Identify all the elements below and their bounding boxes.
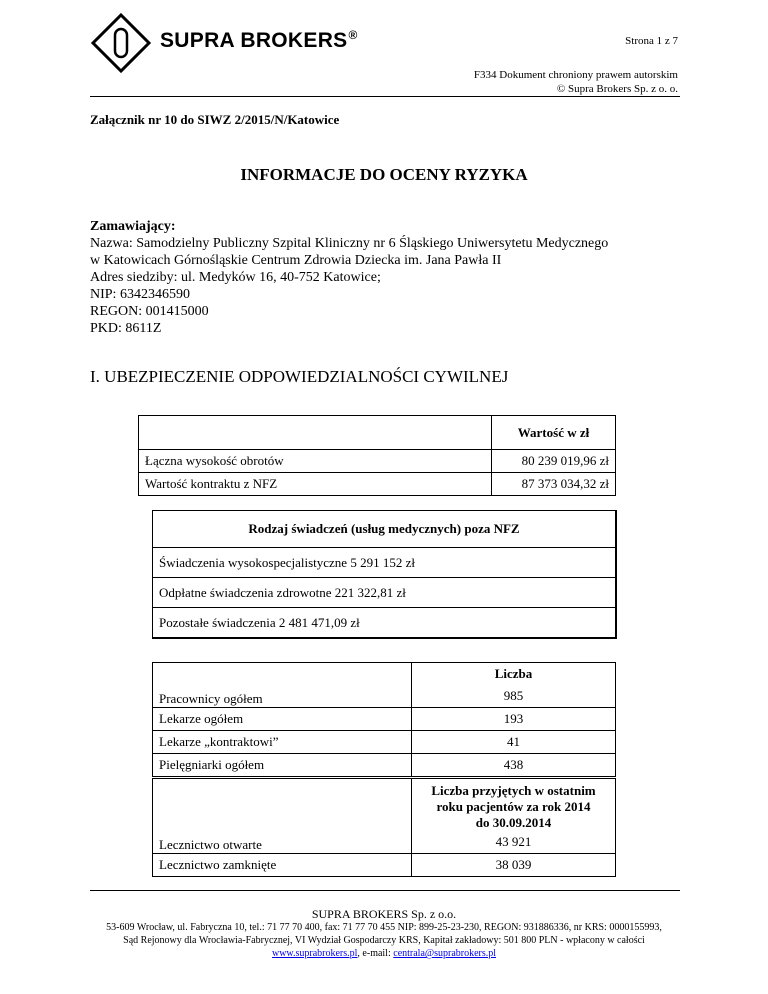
- section-title: I. UBEZPIECZENIE ODPOWIEDZIALNOŚCI CYWILNEJ: [90, 367, 509, 386]
- copyright-owner: © Supra Brokers Sp. z o. o.: [556, 83, 678, 95]
- website-link[interactable]: www.suprabrokers.pl: [271, 948, 358, 959]
- services-header: Rodzaj świadczeń (usług medycznych) poza NFZ: [248, 521, 520, 536]
- table-row: Odpłatne świadczenia zdrowotne 221 322,81 zł: [153, 577, 615, 607]
- staff-header: Liczba: [412, 663, 616, 686]
- client-regon: REGON: 001415000: [90, 304, 209, 319]
- footer-registry: Sąd Rejonowy dla Wrocławia-Fabrycznej, VI Wydział Gospodarczy KRS, Kapitał zakładowy: 501 800 PLN - wpłacony w całości: [123, 935, 645, 946]
- table-row: Lecznictwo otwarte: [153, 779, 412, 854]
- table-row: Wartość kontraktu z NFZ 87 373 034,32 zł: [139, 473, 616, 496]
- client-nip: NIP: 6342346590: [90, 287, 190, 302]
- client-pkd: PKD: 8611Z: [90, 321, 162, 336]
- table-row: Łączna wysokość obrotów 80 239 019,96 zł: [139, 450, 616, 473]
- staff-table: Pracownicy ogółem Liczba 985 Lekarze ogółem 193 Lekarze „kontraktowi” 41 Pielęgniarki ogółem 438: [152, 662, 616, 777]
- logo-mark: [90, 12, 152, 74]
- table-row: Pozostałe świadczenia 2 481 471,09 zł: [153, 607, 615, 637]
- services-table: [152, 510, 617, 639]
- footer-company: SUPRA BROKERS Sp. z o.o.: [311, 907, 457, 921]
- table-row: Pracownicy ogółem: [153, 663, 412, 708]
- client-label: Zamawiający:: [90, 219, 176, 234]
- values-table: [138, 415, 616, 496]
- table-row: Świadczenia wysokospecjalistyczne 5 291 152 zł: [153, 547, 615, 577]
- values-header: Wartość w zł: [492, 416, 616, 450]
- client-name-line1: Nazwa: Samodzielny Publiczny Szpital Kliniczny nr 6 Śląskiego Uniwersytetu Medycznego: [90, 236, 609, 251]
- header-divider: [90, 96, 680, 97]
- table-row: Lecznictwo zamknięte 38 039: [153, 854, 616, 877]
- patients-table: Lecznictwo otwarte Liczba przyjętych w ostatnim roku pacjentów za rok 2014 do 30.09.2014 43 921 Lecznictwo zamknięte 38 039: [152, 778, 616, 877]
- patients-header: Liczba przyjętych w ostatnim roku pacjentów za rok 2014 do 30.09.2014: [412, 779, 616, 832]
- client-info: [90, 218, 608, 337]
- footer-divider: [90, 890, 680, 891]
- email-link[interactable]: centrala@suprabrokers.pl: [393, 948, 497, 959]
- client-name-line2: w Katowicach Górnośląskie Centrum Zdrowia Dziecka im. Jana Pawła II: [90, 253, 502, 268]
- table-row: Lekarze ogółem 193: [153, 708, 616, 731]
- logo-text: SUPRA BROKERS®: [160, 28, 358, 52]
- copyright-notice: F334 Dokument chroniony prawem autorskim: [473, 69, 678, 81]
- footer-contact: www.suprabrokers.pl, e-mail: centrala@suprabrokers.pl: [271, 948, 497, 959]
- client-address: Adres siedziby: ul. Medyków 16, 40-752 Katowice;: [90, 270, 381, 285]
- attachment-reference: Załącznik nr 10 do SIWZ 2/2015/N/Katowice: [90, 112, 340, 127]
- table-row: Pielęgniarki ogółem 438: [153, 754, 616, 777]
- registered-mark: ®: [348, 28, 358, 42]
- footer-address: 53-609 Wrocław, ul. Fabryczna 10, tel.: 71 77 70 400, fax: 71 77 70 455 NIP: 899-25-23-230, REGON: 931886336, nr KRS: 0000155993,: [106, 922, 662, 933]
- page-number: Strona 1 z 7: [625, 35, 678, 47]
- table-row: Lekarze „kontraktowi” 41: [153, 731, 616, 754]
- document-title: INFORMACJE DO OCENY RYZYKA: [240, 165, 528, 184]
